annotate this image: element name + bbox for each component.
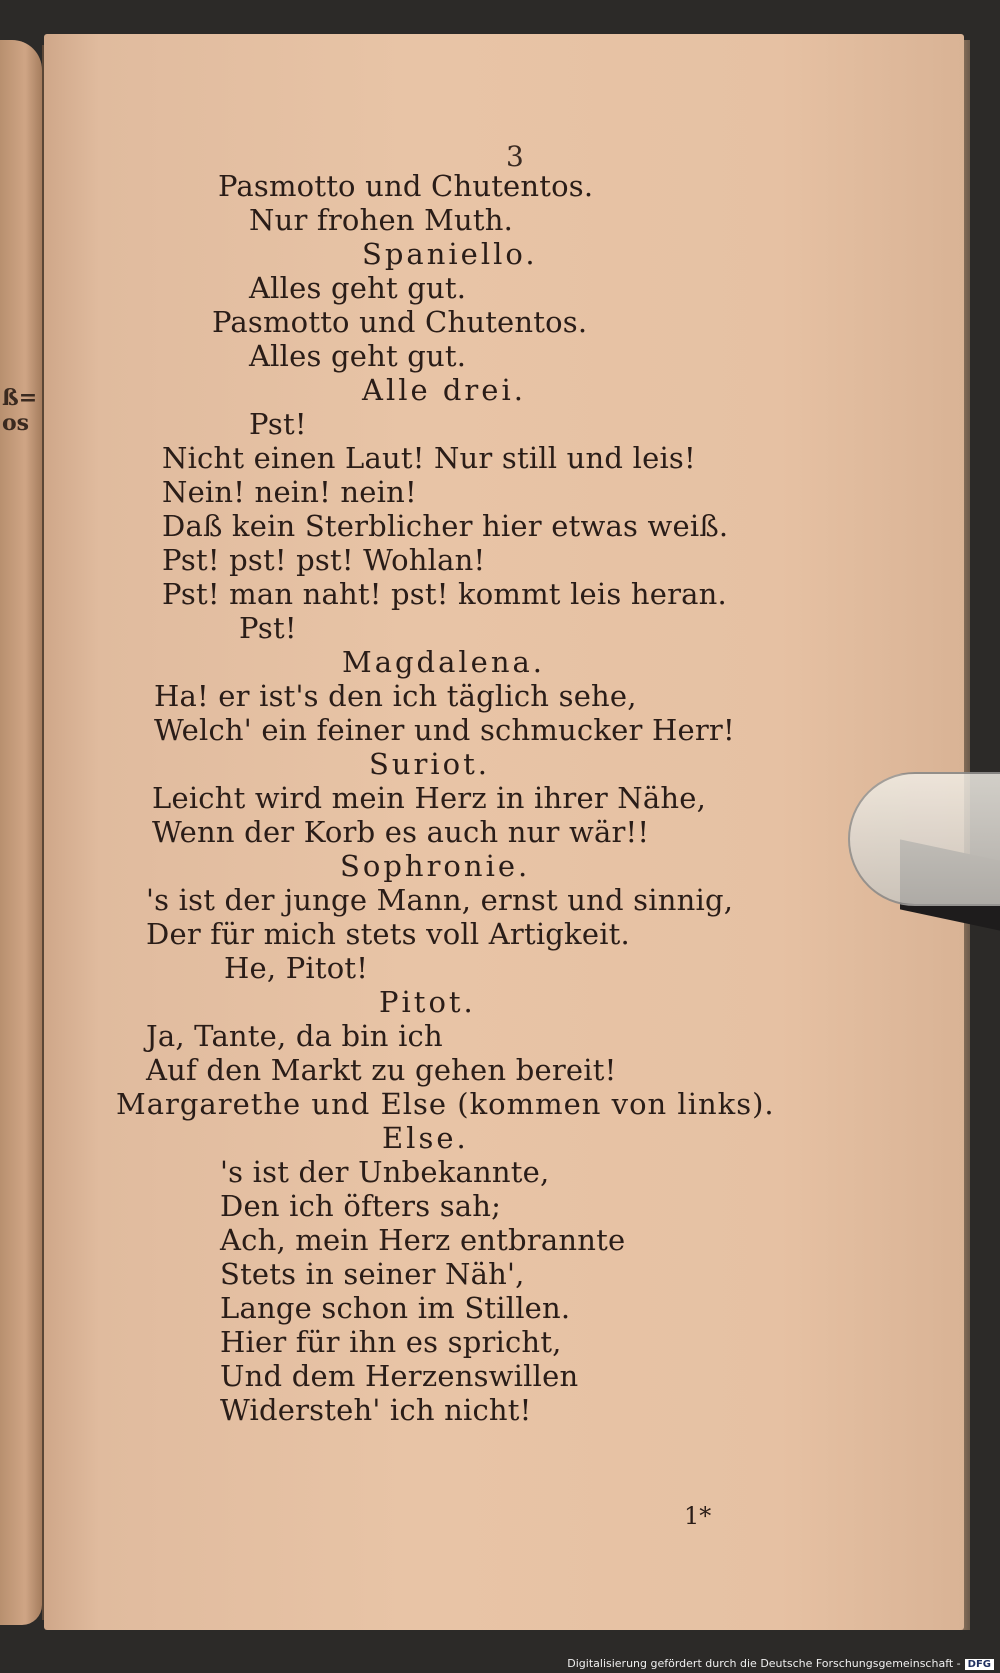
book-page xyxy=(44,34,964,1630)
speaker-name: Suriot. xyxy=(369,747,491,781)
verse-line: Lange schon im Stillen. xyxy=(220,1291,571,1325)
verse-line: Widersteh' ich nicht! xyxy=(220,1393,532,1427)
verse-line: Nur frohen Muth. xyxy=(249,203,514,237)
verse-line: Pasmotto und Chutentos. xyxy=(218,169,594,203)
digitization-footer xyxy=(567,1657,994,1670)
verse-line: Den ich öfters sah; xyxy=(220,1189,502,1223)
verse-line: Nicht einen Laut! Nur still und leis! xyxy=(162,441,696,475)
verse-line: Welch' ein feiner und schmucker Herr! xyxy=(154,713,735,747)
verse-line: He, Pitot! xyxy=(224,951,369,985)
verse-line: Der für mich stets voll Artigkeit. xyxy=(146,917,630,951)
facing-page-fragment: os xyxy=(2,410,30,436)
verse-line: Daß kein Sterblicher hier etwas weiß. xyxy=(162,509,729,543)
verse-line: Alles geht gut. xyxy=(249,271,467,305)
page-holder-clip xyxy=(848,772,1000,906)
verse-line: Ha! er ist's den ich täglich sehe, xyxy=(154,679,637,713)
verse-line: 's ist der Unbekannte, xyxy=(220,1155,550,1189)
footer-text: Digitalisierung gefördert durch die Deutsche Forschungsgemeinschaft - xyxy=(567,1657,961,1670)
dfg-logo: DFG xyxy=(965,1659,994,1670)
facing-page-edge xyxy=(0,40,42,1625)
page-number: 3 xyxy=(506,140,524,173)
verse-line: Nein! nein! nein! xyxy=(162,475,417,509)
speaker-name: Magdalena. xyxy=(342,645,546,679)
verse-line: Pasmotto und Chutentos. xyxy=(212,305,588,339)
facing-page-fragment: ß= xyxy=(2,385,38,411)
verse-line: Pst! xyxy=(249,407,307,441)
speaker-name: Spaniello. xyxy=(362,237,538,271)
speaker-name: Pitot. xyxy=(379,985,476,1019)
verse-line: Stets in seiner Näh', xyxy=(220,1257,525,1291)
speaker-name: Else. xyxy=(382,1121,469,1155)
verse-line: Leicht wird mein Herz in ihrer Nähe, xyxy=(152,781,707,815)
stage-direction: Margarethe und Else (kommen von links). xyxy=(116,1087,775,1121)
speaker-name: Alle drei. xyxy=(362,373,526,407)
verse-line: Pst! pst! pst! Wohlan! xyxy=(162,543,486,577)
verse-line: Und dem Herzenswillen xyxy=(220,1359,579,1393)
verse-line: Hier für ihn es spricht, xyxy=(220,1325,562,1359)
verse-line: Ja, Tante, da bin ich xyxy=(146,1019,443,1053)
verse-line: Auf den Markt zu gehen bereit! xyxy=(146,1053,617,1087)
verse-line: Alles geht gut. xyxy=(249,339,467,373)
verse-line: 's ist der junge Mann, ernst und sinnig, xyxy=(146,883,734,917)
verse-line: Pst! man naht! pst! kommt leis heran. xyxy=(162,577,727,611)
speaker-name: Sophronie. xyxy=(340,849,531,883)
verse-line: Pst! xyxy=(239,611,297,645)
signature-mark: 1* xyxy=(684,1502,712,1530)
verse-line: Wenn der Korb es auch nur wär!! xyxy=(152,815,650,849)
verse-line: Ach, mein Herz entbrannte xyxy=(220,1223,626,1257)
